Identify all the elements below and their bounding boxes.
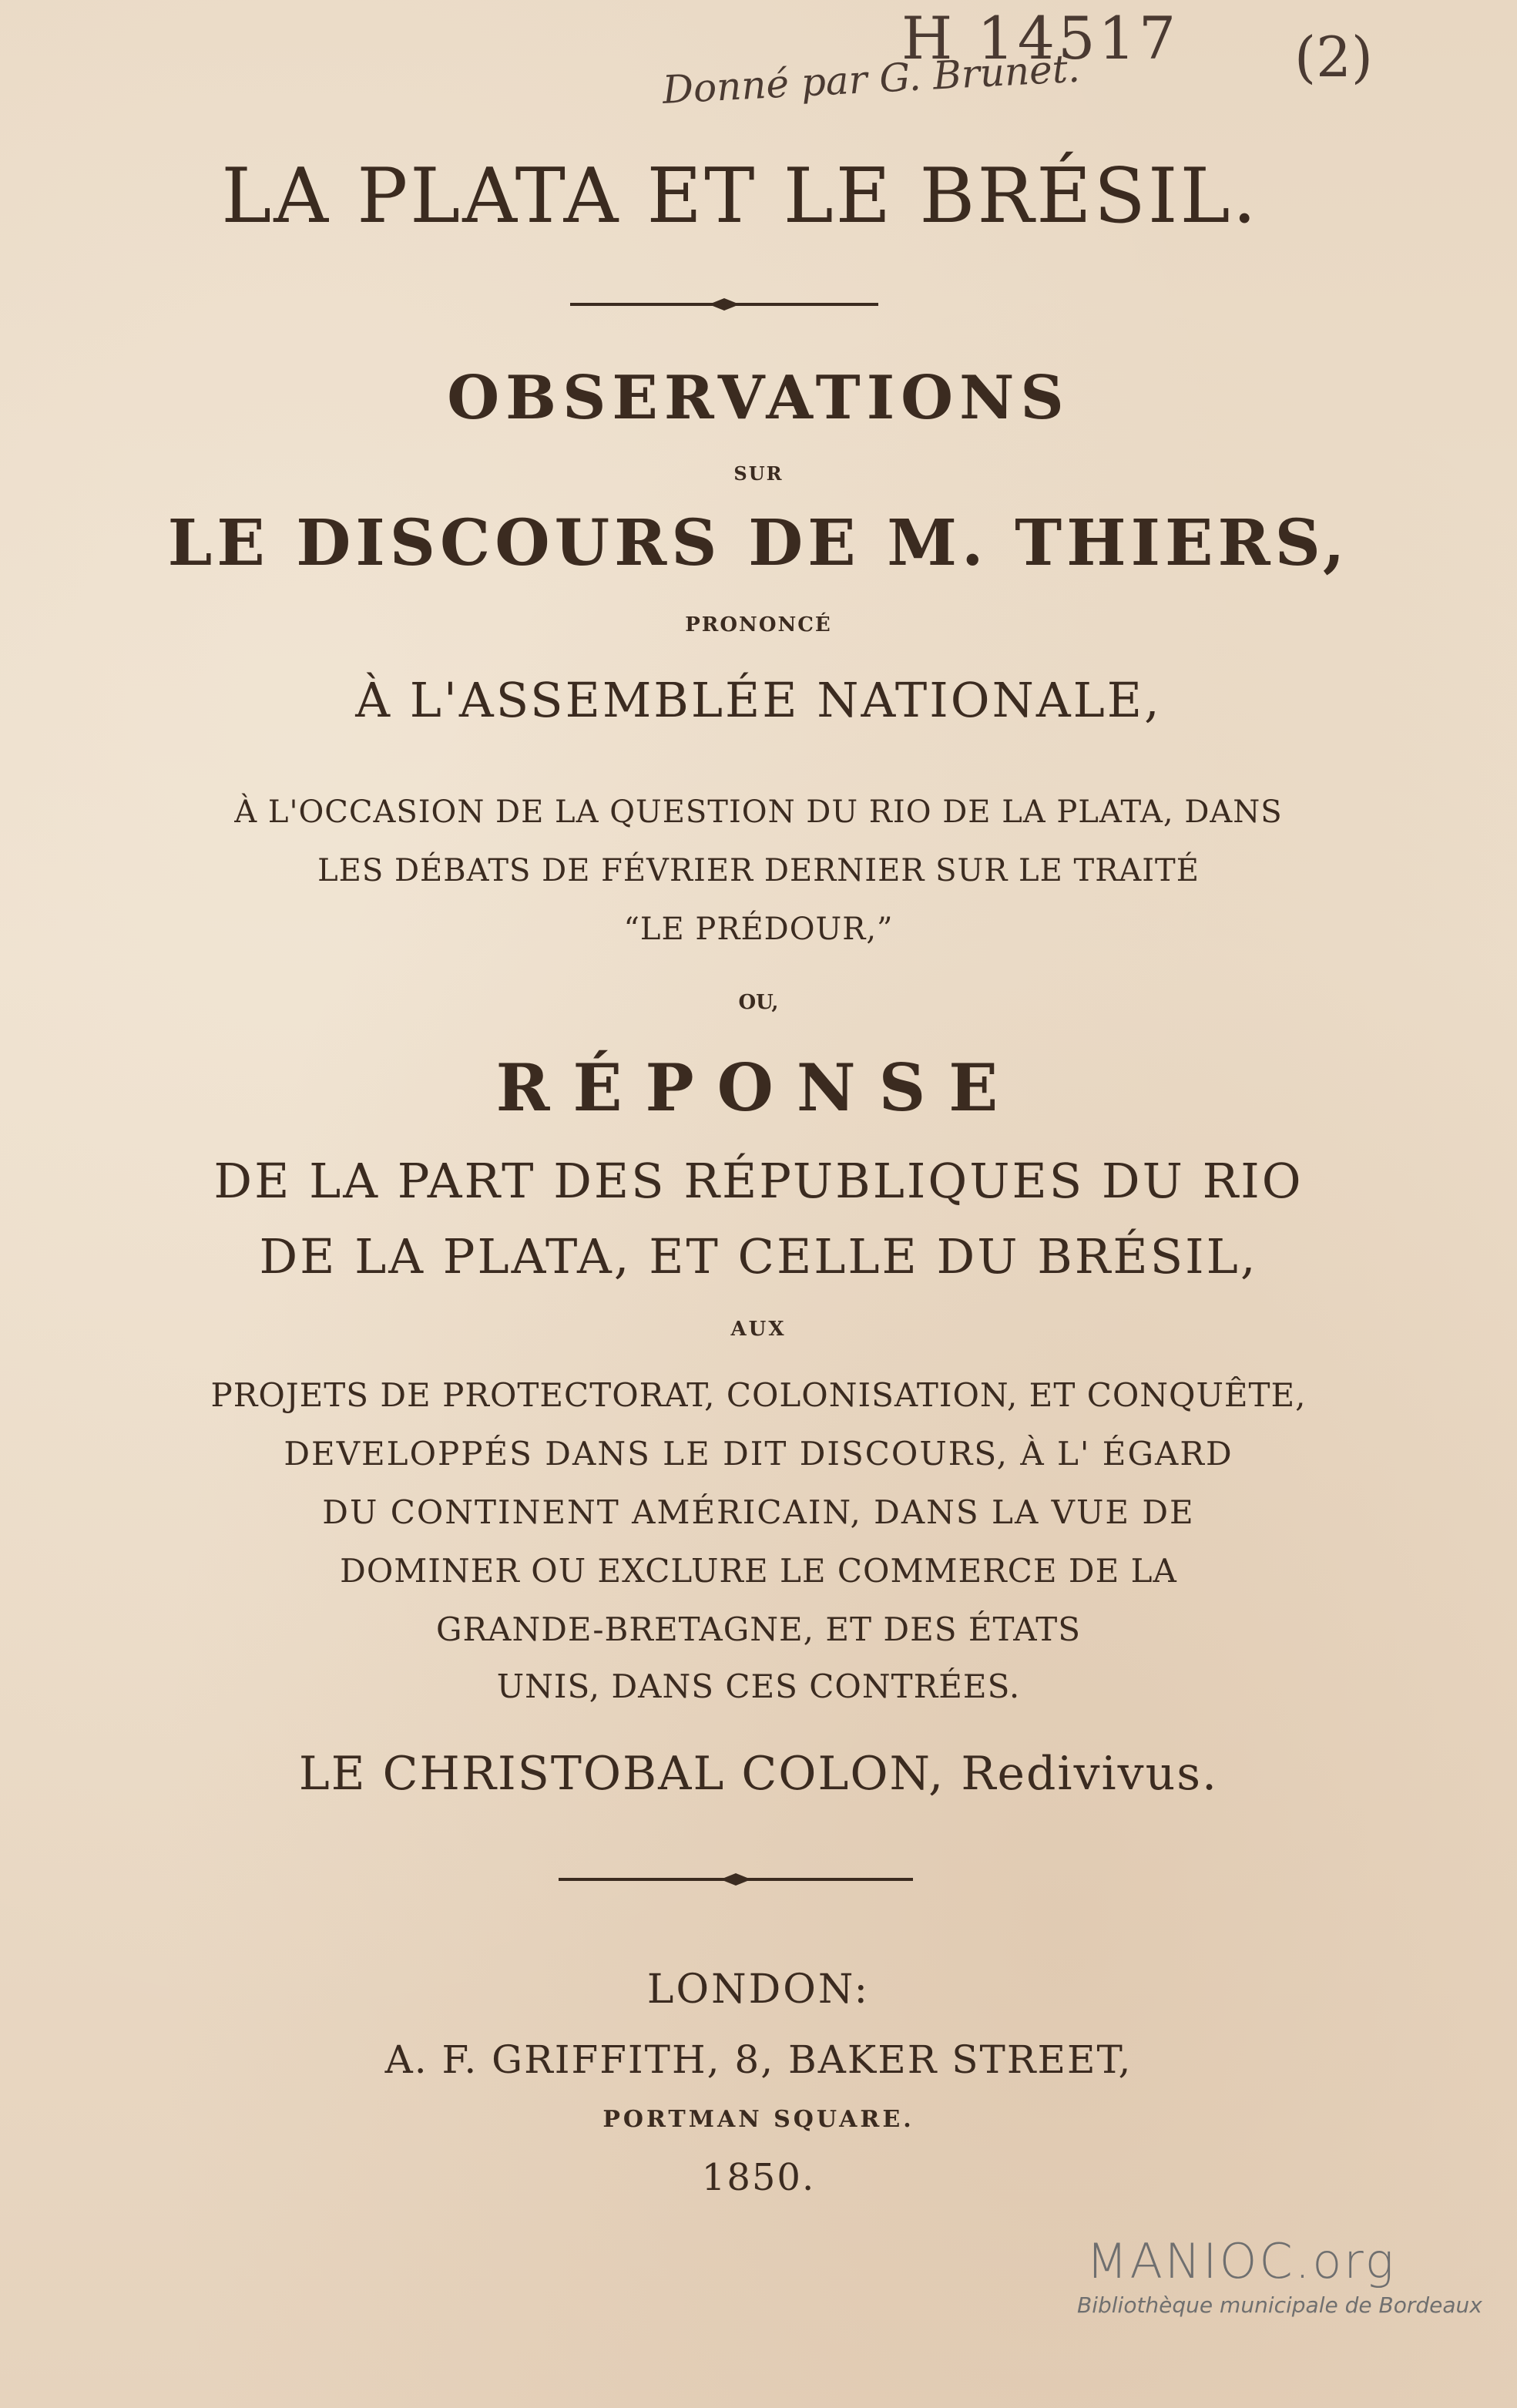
projets-line-6: UNIS, DANS CES CONTRÉES. xyxy=(496,1667,1021,1705)
projets-line-4: DOMINER OU EXCLURE LE COMMERCE DE LA xyxy=(340,1552,1177,1590)
ornamental-rule-lower xyxy=(559,1868,913,1891)
volume-number-annotation: (2) xyxy=(1294,25,1373,89)
ornamental-rule xyxy=(570,293,878,316)
imprint-publisher: A. F. GRIFFITH, 8, BAKER STREET, xyxy=(384,2037,1133,2082)
discours-heading: LE DISCOURS DE M. THIERS, xyxy=(167,506,1350,580)
projets-line-2: DEVELOPPÉS DANS LE DIT DISCOURS, À L' ÉGARD xyxy=(284,1435,1233,1473)
reponse-heading: RÉPONSE xyxy=(495,1050,1022,1126)
imprint-square: PORTMAN SQUARE. xyxy=(602,2106,915,2133)
author-line: LE CHRISTOBAL COLON, Redivivus. xyxy=(298,1747,1219,1801)
donor-note: Donné par G. Brunet. xyxy=(661,45,1082,113)
book-title: LA PLATA ET LE BRÉSIL. xyxy=(221,153,1259,240)
occasion-line-2: LES DÉBATS DE FÉVRIER DERNIER SUR LE TRAITÉ xyxy=(317,853,1200,888)
projets-line-1: PROJETS DE PROTECTORAT, COLONISATION, ET CONQUÊTE, xyxy=(210,1376,1307,1414)
republiques-line-1: DE LA PART DES RÉPUBLIQUES DU RIO xyxy=(213,1153,1304,1209)
republiques-line-2: DE LA PLATA, ET CELLE DU BRÉSIL, xyxy=(259,1228,1258,1285)
observations-heading: OBSERVATIONS xyxy=(447,363,1070,433)
library-credit: Bibliothèque municipale de Bordeaux xyxy=(1077,2292,1482,2318)
projets-line-3: DU CONTINENT AMÉRICAIN, DANS LA VUE DE xyxy=(322,1493,1195,1531)
ou-label: OU, xyxy=(738,991,779,1014)
occasion-line-3: “LE PRÉDOUR,” xyxy=(623,912,894,947)
imprint-city: LONDON: xyxy=(646,1966,871,2013)
shelfmark-annotation: H 14517 xyxy=(901,4,1180,72)
assemblee-heading: À L'ASSEMBLÉE NATIONALE, xyxy=(355,672,1162,728)
imprint-year: 1850. xyxy=(701,2156,816,2199)
prononce-label: PRONONCÉ xyxy=(685,613,832,636)
manioc-logo: MANIOC.org xyxy=(1086,2233,1396,2289)
sur-label: SUR xyxy=(733,462,784,485)
occasion-line-1: À L'OCCASION DE LA QUESTION DU RIO DE LA PLATA, DANS xyxy=(234,794,1283,830)
aux-label: AUX xyxy=(730,1318,787,1341)
projets-line-5: GRANDE-BRETAGNE, ET DES ÉTATS xyxy=(435,1610,1082,1648)
